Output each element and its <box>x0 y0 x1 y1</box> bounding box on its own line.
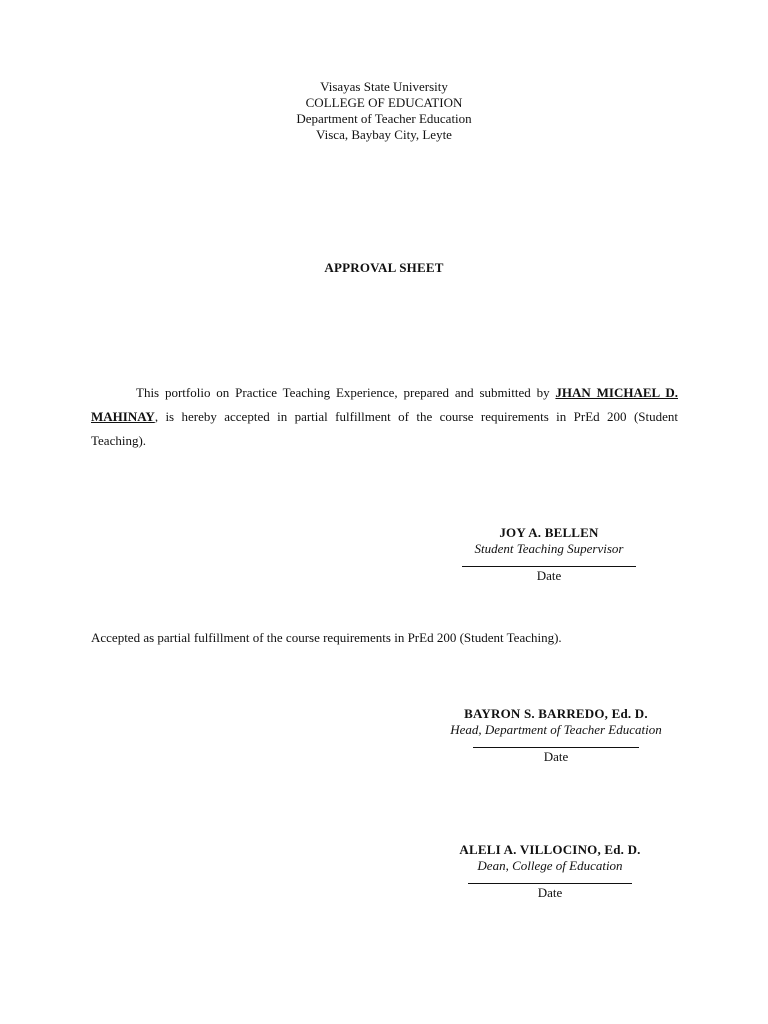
signatory-role: Dean, College of Education <box>477 858 623 873</box>
signature-line <box>468 883 632 884</box>
signatory-role: Student Teaching Supervisor <box>474 541 624 556</box>
signature-block-dean <box>430 842 670 901</box>
signatory-name: BAYRON S. BARREDO, Ed. D. <box>464 706 648 721</box>
letterhead <box>0 79 768 143</box>
department-name: Department of Teacher Education <box>296 111 472 126</box>
signature-block-supervisor <box>440 525 658 584</box>
page-title: APPROVAL SHEET <box>324 260 444 275</box>
acceptance-paragraph: Accepted as partial fulfillment of the course requirements in PrEd 200 (Student Teaching). <box>91 630 562 645</box>
date-label: Date <box>536 568 562 583</box>
date-label: Date <box>543 749 569 764</box>
signatory-name: JOY A. BELLEN <box>499 525 599 540</box>
signatory-role: Head, Department of Teacher Education <box>450 722 662 737</box>
college-name: COLLEGE OF EDUCATION <box>305 95 463 110</box>
signature-line <box>473 747 639 748</box>
signature-block-department-head <box>416 706 696 765</box>
approval-paragraph <box>91 381 678 453</box>
paragraph-intro: This portfolio on Practice Teaching Experience, prepared and submitted by <box>136 385 556 400</box>
signatory-name: ALELI A. VILLOCINO, Ed. D. <box>459 842 641 857</box>
address: Visca, Baybay City, Leyte <box>316 127 452 142</box>
paragraph-rest: , is hereby accepted in partial fulfillment of the course requirements in PrEd 200 (Student Teaching). <box>91 409 678 448</box>
student-name: JHAN MICHAEL D. MAHINAY <box>91 385 678 424</box>
date-label: Date <box>537 885 563 900</box>
university-name: Visayas State University <box>320 79 448 94</box>
signature-line <box>462 566 636 567</box>
